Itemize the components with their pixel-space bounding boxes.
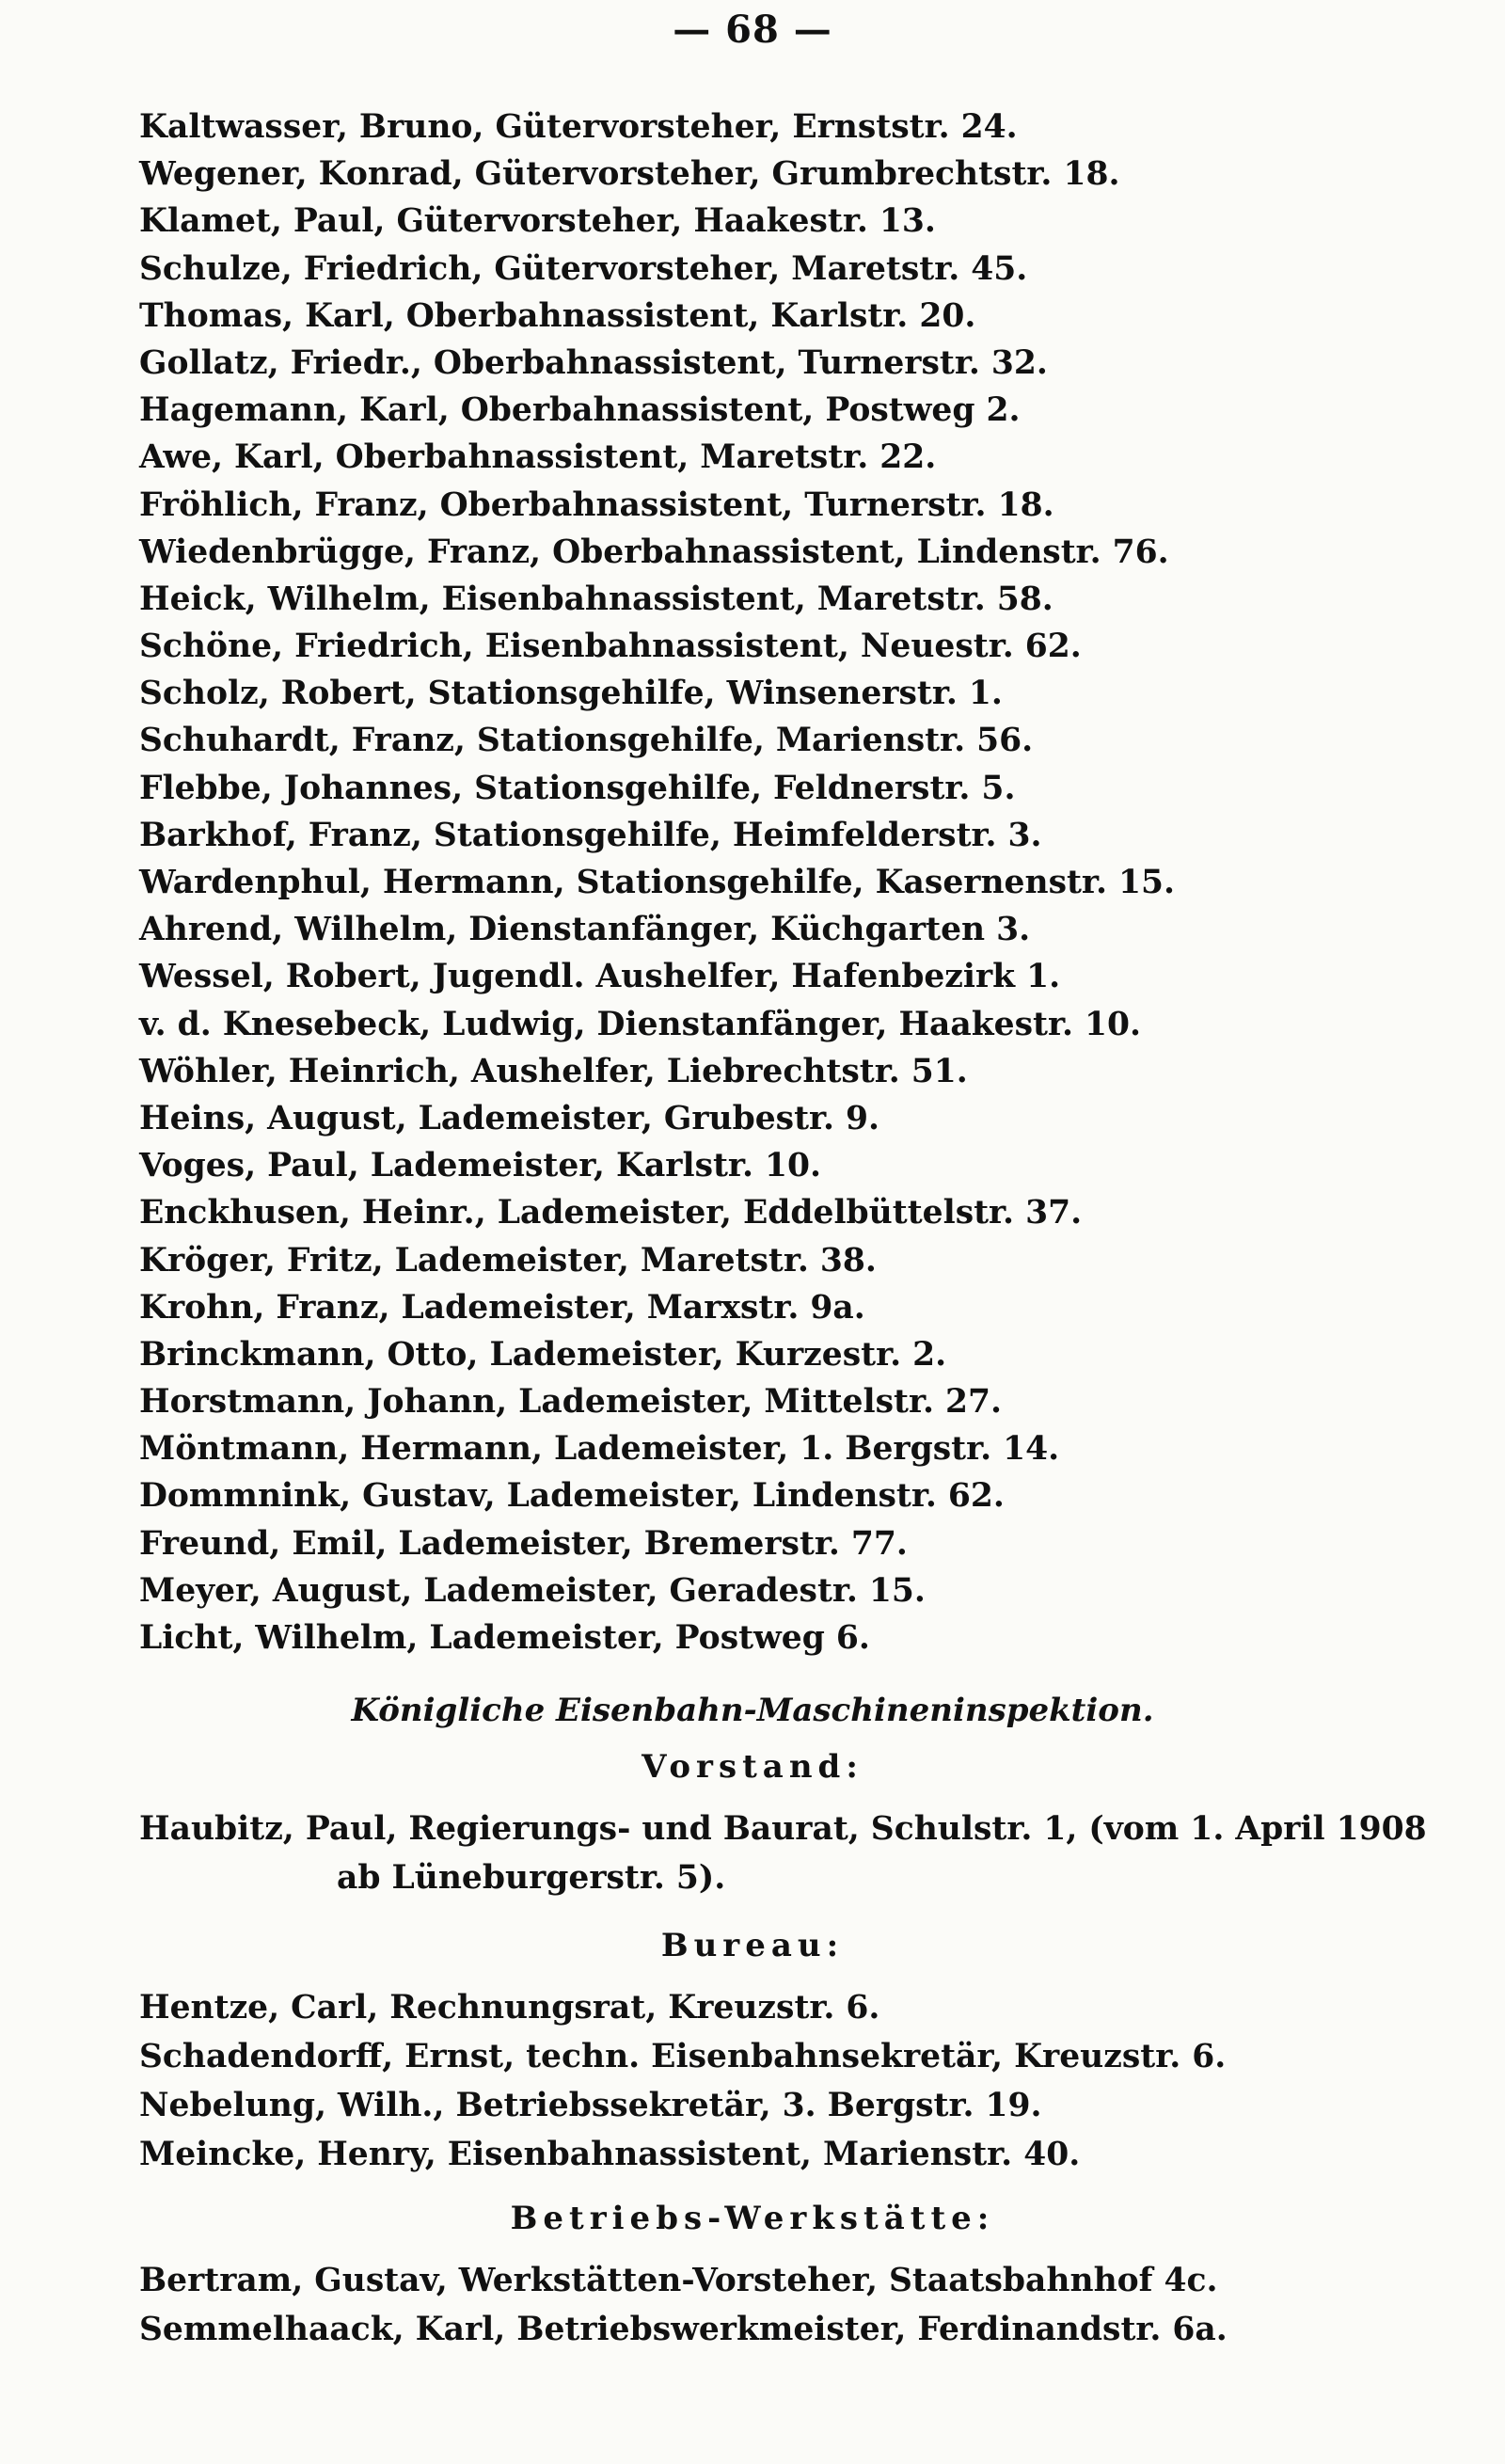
list-entry: Klamet, Paul, Gütervorsteher, Haakestr. 13. [139, 202, 936, 241]
werkstaette-block [139, 2256, 1475, 2354]
list-entry: Krohn, Franz, Lademeister, Marxstr. 9a. [139, 1288, 865, 1327]
list-entry: Kröger, Fritz, Lademeister, Maretstr. 38. [139, 1241, 877, 1280]
list-entry: Thomas, Karl, Oberbahnassistent, Karlstr. 20. [139, 296, 976, 335]
list-entry: Schulze, Friedrich, Gütervorsteher, Maretstr. 45. [139, 249, 1028, 288]
personnel-list [139, 103, 1475, 1661]
bureau-entry: Hentze, Carl, Rechnungsrat, Kreuzstr. 6. [139, 1989, 880, 2027]
list-entry: Dommnink, Gustav, Lademeister, Lindenstr. 62. [139, 1477, 1005, 1516]
page-number: — 68 — [673, 8, 832, 52]
vorstand-line-continued: ab Lüneburgerstr. 5). [337, 1859, 726, 1897]
list-entry: Kaltwasser, Bruno, Gütervorsteher, Ernststr. 24. [139, 108, 1018, 146]
list-entry: Freund, Emil, Lademeister, Bremerstr. 77. [139, 1524, 908, 1563]
bureau-entry: Meincke, Henry, Eisenbahnassistent, Marienstr. 40. [139, 2136, 1081, 2173]
bureau-entry: Nebelung, Wilh., Betriebssekretär, 3. Bergstr. 19. [139, 2087, 1042, 2124]
list-entry: Wiedenbrügge, Franz, Oberbahnassistent, Lindenstr. 76. [139, 533, 1169, 571]
list-entry: Wöhler, Heinrich, Aushelfer, Liebrechtstr. 51. [139, 1052, 968, 1090]
list-entry: Ahrend, Wilhelm, Dienstanfänger, Küchgarten 3. [139, 911, 1031, 949]
list-entry: Wessel, Robert, Jugendl. Aushelfer, Hafenbezirk 1. [139, 958, 1061, 996]
list-entry: Wegener, Konrad, Gütervorsteher, Grumbrechtstr. 18. [139, 155, 1120, 194]
section-title: Königliche Eisenbahn-Maschineninspektion. [351, 1692, 1154, 1729]
list-entry: Möntmann, Hermann, Lademeister, 1. Bergstr. 14. [139, 1430, 1060, 1469]
list-entry: Scholz, Robert, Stationsgehilfe, Winsenerstr. 1. [139, 675, 1003, 713]
list-entry: Awe, Karl, Oberbahnassistent, Maretstr. 22. [139, 438, 937, 477]
bureau-block [139, 1983, 1475, 2179]
list-entry: Wardenphul, Hermann, Stationsgehilfe, Kasernenstr. 15. [139, 864, 1175, 901]
list-entry: Gollatz, Friedr., Oberbahnassistent, Turnerstr. 32. [139, 343, 1048, 382]
vorstand-line: Haubitz, Paul, Regierungs- und Baurat, Schulstr. 1, (vom 1. April 1908 [139, 1810, 1427, 1848]
vorstand-heading: Vorstand: [642, 1748, 863, 1786]
list-entry: Schöne, Friedrich, Eisenbahnassistent, Neuestr. 62. [139, 628, 1082, 666]
list-entry: Enckhusen, Heinr., Lademeister, Eddelbüttelstr. 37. [139, 1194, 1083, 1232]
list-entry: Barkhof, Franz, Stationsgehilfe, Heimfelderstr. 3. [139, 816, 1042, 854]
werkstaette-entry: Bertram, Gustav, Werkstätten-Vorsteher, Staatsbahnhof 4c. [139, 2262, 1218, 2299]
list-entry: Horstmann, Johann, Lademeister, Mittelstr. 27. [139, 1383, 1003, 1422]
list-entry: Fröhlich, Franz, Oberbahnassistent, Turnerstr. 18. [139, 485, 1054, 524]
list-entry: Heins, August, Lademeister, Grubestr. 9. [139, 1099, 880, 1137]
list-entry: Licht, Wilhelm, Lademeister, Postweg 6. [139, 1619, 870, 1657]
list-entry: Schuhardt, Franz, Stationsgehilfe, Marienstr. 56. [139, 722, 1034, 760]
list-entry: Hagemann, Karl, Oberbahnassistent, Postweg 2. [139, 391, 1021, 430]
bureau-entry: Schadendorff, Ernst, techn. Eisenbahnsekretär, Kreuzstr. 6. [139, 2038, 1227, 2075]
vorstand-block [139, 1804, 1475, 1902]
bureau-heading: Bureau: [660, 1927, 845, 1964]
list-entry: Brinckmann, Otto, Lademeister, Kurzestr. 2. [139, 1335, 947, 1374]
list-entry: Heick, Wilhelm, Eisenbahnassistent, Maretstr. 58. [139, 580, 1054, 618]
list-entry: Voges, Paul, Lademeister, Karlstr. 10. [139, 1147, 821, 1185]
list-entry: v. d. Knesebeck, Ludwig, Dienstanfänger, Haakestr. 10. [139, 1005, 1142, 1043]
list-entry: Meyer, August, Lademeister, Geradestr. 15. [139, 1571, 926, 1610]
list-entry: Flebbe, Johannes, Stationsgehilfe, Feldnerstr. 5. [139, 769, 1016, 807]
werkstaette-entry: Semmelhaack, Karl, Betriebswerkmeister, Ferdinandstr. 6a. [139, 2311, 1228, 2348]
werkstaette-heading: Betriebs-Werkstätte: [510, 2200, 995, 2237]
